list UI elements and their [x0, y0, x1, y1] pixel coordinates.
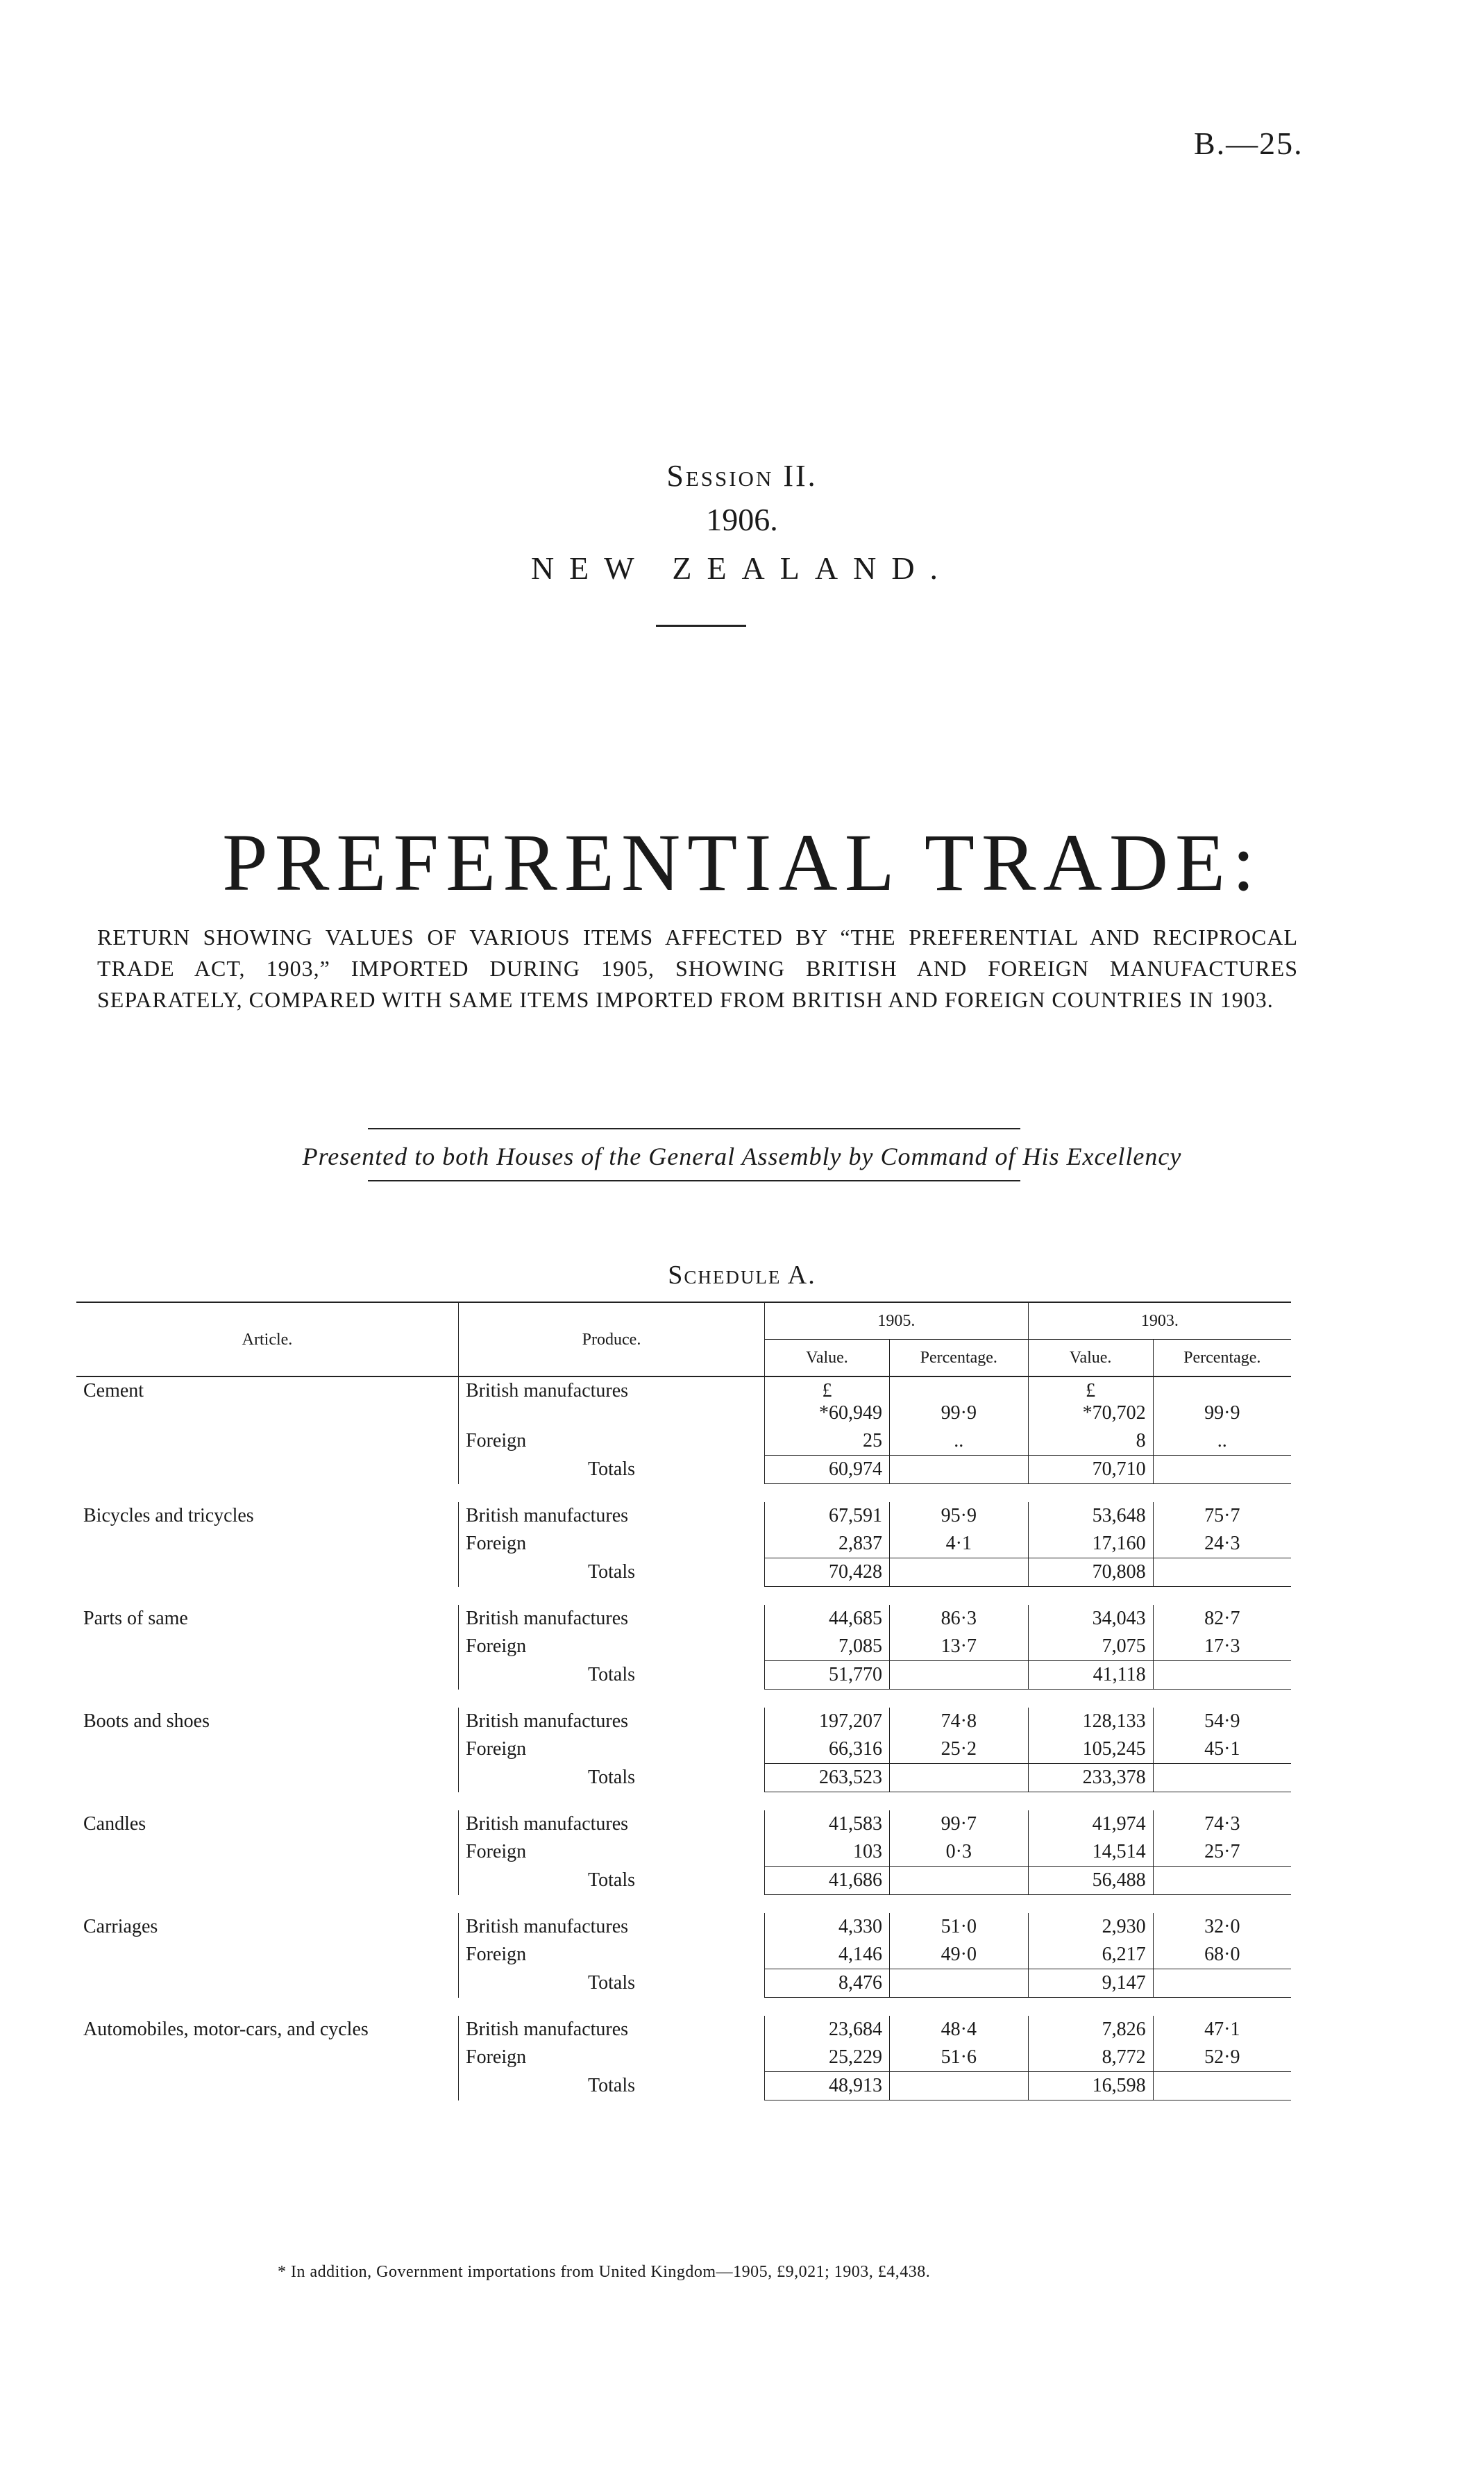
value-text: 41,974	[1092, 1813, 1146, 1835]
total-percentage-1905	[889, 1764, 1028, 1792]
document-description: RETURN SHOWING VALUES OF VARIOUS ITEMS AFFECTED BY “THE PREFERENTIAL AND RECIPROCAL TRADE ACT, 1903,” IMPORTED DURING 1905, SHOWING BRITISH AND FOREIGN MANUFACTURES SEPARATELY, COMPARED WITH SAME ITEMS IMPORTED FROM BRITISH AND FOREIGN COUNTRIES IN 1903.	[97, 925, 1298, 1012]
article-name: Automobiles, motor-cars, and cycles	[76, 2016, 459, 2072]
row-spacer	[76, 1792, 1291, 1811]
value-text: 44,685	[828, 1608, 882, 1629]
totals-label: Totals	[459, 1456, 765, 1484]
value-text: 7,826	[1102, 2019, 1146, 2040]
table-row	[76, 1376, 1291, 1427]
total-percentage-1905	[889, 1456, 1028, 1484]
total-1903: 233,378	[1028, 1764, 1153, 1792]
total-percentage-1903	[1153, 1764, 1291, 1792]
produce-british: British manufactures	[459, 1810, 765, 1838]
article-blank	[76, 1558, 459, 1587]
total-percentage-1905	[889, 1661, 1028, 1690]
value-1903-foreign: 8,772	[1028, 2044, 1153, 2072]
total-percentage-1903	[1153, 1661, 1291, 1690]
divider	[368, 1128, 1020, 1129]
totals-label: Totals	[459, 1969, 765, 1998]
column-header-produce: Produce.	[459, 1302, 765, 1376]
totals-label: Totals	[459, 2072, 765, 2100]
article-blank	[76, 1867, 459, 1895]
total-percentage-1903	[1153, 1969, 1291, 1998]
column-header-percentage-1903: Percentage.	[1183, 1349, 1261, 1367]
total-percentage-1903	[1153, 1456, 1291, 1484]
produce-british: British manufactures	[459, 2016, 765, 2044]
article-blank	[76, 1456, 459, 1484]
value-1903-british	[1028, 1913, 1153, 1941]
totals-row	[76, 1867, 1291, 1895]
table-row	[76, 1502, 1291, 1530]
value-1905-foreign: 2,837	[765, 1530, 890, 1558]
row-spacer	[76, 1998, 1291, 2016]
percentage-1905-british: 95·9	[889, 1502, 1028, 1530]
value-1905-british	[765, 1810, 890, 1838]
value-1905-foreign: 25	[765, 1427, 890, 1456]
spacer-cell	[76, 1998, 1291, 2016]
value-text: 23,684	[828, 2019, 882, 2040]
total-1903: 41,118	[1028, 1661, 1153, 1690]
value-1905-british	[765, 2016, 890, 2044]
percentage-1905-foreign: 25·2	[889, 1735, 1028, 1764]
percentage-1903-british: 32·0	[1204, 1916, 1240, 1937]
column-header-1905: 1905.	[765, 1302, 1029, 1340]
produce-foreign: Foreign	[459, 1735, 765, 1764]
percentage-1903-british: 47·1	[1204, 2019, 1240, 2040]
produce-foreign: Foreign	[459, 1427, 765, 1456]
spacer-cell	[76, 1895, 1291, 1914]
produce-british: British manufactures	[459, 1376, 765, 1427]
divider	[368, 1180, 1020, 1181]
totals-row	[76, 2072, 1291, 2100]
document-title: PREFERENTIAL TRADE:	[222, 817, 1262, 908]
produce-british: British manufactures	[459, 1913, 765, 1941]
total-1905: 41,686	[765, 1867, 890, 1895]
total-1905: 263,523	[765, 1764, 890, 1792]
produce-foreign: Foreign	[459, 1838, 765, 1867]
percentage-1905-foreign: 13·7	[889, 1633, 1028, 1661]
table-row	[76, 1605, 1291, 1633]
article-name: Parts of same	[76, 1605, 459, 1661]
total-1905: 48,913	[765, 2072, 890, 2100]
column-header-value-1905: Value.	[765, 1340, 890, 1377]
percentage-1905-foreign: 49·0	[889, 1941, 1028, 1969]
percentage-1903-british: 74·3	[1204, 1813, 1240, 1835]
value-1903-foreign: 8	[1028, 1427, 1153, 1456]
value-text: 2,930	[1102, 1916, 1146, 1937]
currency-symbol: £	[822, 1380, 832, 1401]
value-1905-british	[765, 1913, 890, 1941]
session-label: Session II.	[666, 459, 818, 493]
value-1905-british	[765, 1376, 890, 1427]
column-header-percentage-1905: Percentage.	[889, 1340, 1028, 1377]
article-blank	[76, 2072, 459, 2100]
percentage-1905-british: 86·3	[889, 1605, 1028, 1633]
percentage-1905-foreign: 4·1	[889, 1530, 1028, 1558]
percentage-1903-foreign: 24·3	[1204, 1533, 1240, 1554]
spacer-cell	[76, 1484, 1291, 1503]
article-blank	[76, 1969, 459, 1998]
total-1905: 8,476	[765, 1969, 890, 1998]
total-1903: 70,808	[1028, 1558, 1153, 1587]
value-text: 128,133	[1082, 1710, 1146, 1732]
presentation-statement: Presented to both Houses of the General Assembly by Command of His Excellency	[302, 1143, 1182, 1170]
value-1903-british	[1028, 1605, 1153, 1633]
produce-british: British manufactures	[459, 1605, 765, 1633]
article-name: Bicycles and tricycles	[76, 1502, 459, 1558]
table-row	[76, 2016, 1291, 2044]
table-row	[76, 1810, 1291, 1838]
percentage-1903-british: 99·9	[1204, 1402, 1240, 1424]
total-1905: 70,428	[765, 1558, 890, 1587]
totals-label: Totals	[459, 1558, 765, 1587]
percentage-1903-foreign: 52·9	[1204, 2046, 1240, 2068]
value-1905-foreign: 103	[765, 1838, 890, 1867]
percentage-1905-british: 99·7	[889, 1810, 1028, 1838]
value-text: 67,591	[828, 1505, 882, 1526]
value-1905-british	[765, 1605, 890, 1633]
column-header-article: Article.	[76, 1302, 459, 1376]
row-spacer	[76, 1587, 1291, 1606]
totals-row	[76, 1969, 1291, 1998]
total-percentage-1905	[889, 1969, 1028, 1998]
session-year: 1906.	[706, 502, 778, 537]
totals-label: Totals	[459, 1764, 765, 1792]
total-1903: 56,488	[1028, 1867, 1153, 1895]
article-name: Candles	[76, 1810, 459, 1867]
value-text: 34,043	[1092, 1608, 1146, 1629]
produce-foreign: Foreign	[459, 1941, 765, 1969]
currency-symbol: £	[1086, 1380, 1096, 1401]
produce-british: British manufactures	[459, 1708, 765, 1735]
total-percentage-1905	[889, 1558, 1028, 1587]
total-percentage-1905	[889, 1867, 1028, 1895]
value-text: 53,648	[1092, 1505, 1146, 1526]
percentage-1903-foreign: 17·3	[1204, 1635, 1240, 1657]
table-row	[76, 1708, 1291, 1735]
article-name: Carriages	[76, 1913, 459, 1969]
value-1905-british	[765, 1502, 890, 1530]
percentage-1903-foreign: 68·0	[1204, 1944, 1240, 1965]
value-1903-foreign: 14,514	[1028, 1838, 1153, 1867]
country-name: NEW ZEALAND.	[530, 550, 954, 586]
totals-label: Totals	[459, 1867, 765, 1895]
article-blank	[76, 1661, 459, 1690]
value-text: *70,702	[1082, 1402, 1146, 1424]
value-text: 41,583	[828, 1813, 882, 1835]
schedule-heading: Schedule A.	[668, 1261, 816, 1290]
produce-foreign: Foreign	[459, 1633, 765, 1661]
percentage-1905-british: 48·4	[889, 2016, 1028, 2044]
produce-foreign: Foreign	[459, 1530, 765, 1558]
value-1905-foreign: 4,146	[765, 1941, 890, 1969]
spacer-cell	[76, 2100, 1291, 2119]
value-1905-british	[765, 1708, 890, 1735]
total-1903: 9,147	[1028, 1969, 1153, 1998]
value-1903-british	[1028, 1708, 1153, 1735]
spacer-cell	[76, 1690, 1291, 1708]
document-reference: B.—25.	[1194, 126, 1304, 161]
value-1905-foreign: 7,085	[765, 1633, 890, 1661]
percentage-1905-british: 74·8	[889, 1708, 1028, 1735]
percentage-1903-foreign: 45·1	[1204, 1738, 1240, 1760]
percentage-1903-british: 82·7	[1204, 1608, 1240, 1629]
row-spacer	[76, 1690, 1291, 1708]
value-1903-foreign: 6,217	[1028, 1941, 1153, 1969]
total-1905: 60,974	[765, 1456, 890, 1484]
totals-row	[76, 1661, 1291, 1690]
article-blank	[76, 1764, 459, 1792]
divider	[656, 625, 746, 627]
spacer-cell	[76, 1587, 1291, 1606]
row-spacer	[76, 2100, 1291, 2119]
value-1903-british	[1028, 2016, 1153, 2044]
article-name: Boots and shoes	[76, 1708, 459, 1764]
total-1905: 51,770	[765, 1661, 890, 1690]
total-1903: 16,598	[1028, 2072, 1153, 2100]
schedule-table	[76, 1302, 1291, 2119]
row-spacer	[76, 1895, 1291, 1914]
value-1903-british	[1028, 1810, 1153, 1838]
value-1903-british	[1028, 1502, 1153, 1530]
total-percentage-1903	[1153, 2072, 1291, 2100]
percentage-1905-foreign: ..	[889, 1427, 1028, 1456]
percentage-1903-british: 54·9	[1204, 1710, 1240, 1732]
value-1905-foreign: 25,229	[765, 2044, 890, 2072]
percentage-1905-british: 99·9	[889, 1376, 1028, 1427]
column-header-value-1903: Value.	[1028, 1340, 1153, 1377]
percentage-1905-british: 51·0	[889, 1913, 1028, 1941]
total-percentage-1903	[1153, 1558, 1291, 1587]
value-text: 197,207	[818, 1710, 882, 1732]
footnote: * In addition, Government importations from United Kingdom—1905, £9,021; 1903, £4,438.	[278, 2263, 931, 2281]
value-1903-foreign: 105,245	[1028, 1735, 1153, 1764]
table-row	[76, 1913, 1291, 1941]
value-text: *60,949	[818, 1402, 882, 1424]
value-1903-foreign: 7,075	[1028, 1633, 1153, 1661]
totals-label: Totals	[459, 1661, 765, 1690]
produce-foreign: Foreign	[459, 2044, 765, 2072]
totals-row	[76, 1456, 1291, 1484]
totals-row	[76, 1764, 1291, 1792]
value-1903-foreign: 17,160	[1028, 1530, 1153, 1558]
value-text: 4,330	[838, 1916, 882, 1937]
total-percentage-1903	[1153, 1867, 1291, 1895]
total-percentage-1905	[889, 2072, 1028, 2100]
value-1903-british	[1028, 1376, 1153, 1427]
schedule-body	[76, 1376, 1291, 2119]
percentage-1903-foreign: 25·7	[1204, 1841, 1240, 1862]
total-1903: 70,710	[1028, 1456, 1153, 1484]
percentage-1903-foreign: ..	[1217, 1430, 1227, 1451]
spacer-cell	[76, 1792, 1291, 1811]
percentage-1903-british: 75·7	[1204, 1505, 1240, 1526]
row-spacer	[76, 1484, 1291, 1503]
article-name: Cement	[76, 1376, 459, 1456]
produce-british: British manufactures	[459, 1502, 765, 1530]
percentage-1905-foreign: 51·6	[889, 2044, 1028, 2072]
totals-row	[76, 1558, 1291, 1587]
column-header-1903: 1903.	[1028, 1302, 1291, 1340]
value-1905-foreign: 66,316	[765, 1735, 890, 1764]
percentage-1905-foreign: 0·3	[889, 1838, 1028, 1867]
